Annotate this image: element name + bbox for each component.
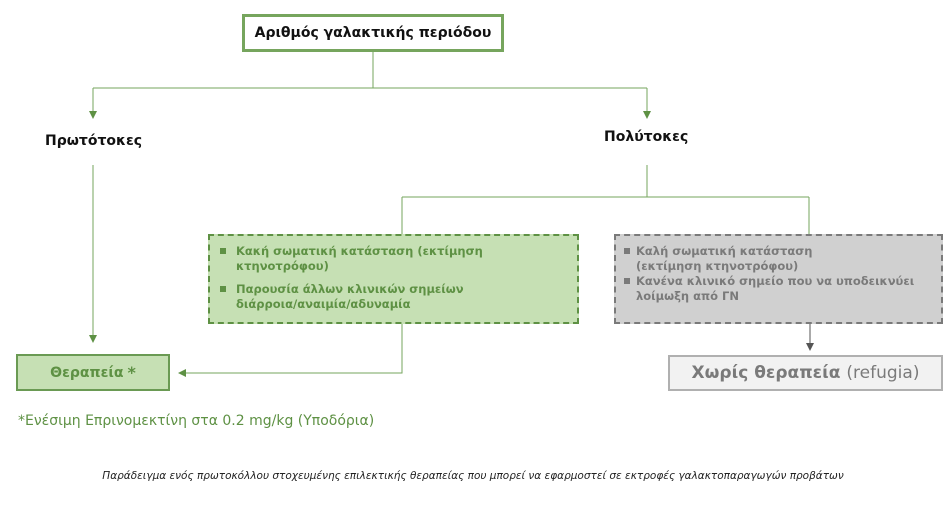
root-connectors <box>93 52 647 118</box>
treat-criterion-text: Κακή σωματική κατάσταση (εκτίμηση κτηνοτρόφου) <box>236 244 483 273</box>
no-treat-criteria-box <box>614 234 943 324</box>
root-node-label: Αριθμός γαλακτικής περιόδου <box>254 25 492 41</box>
therapy-label: Θεραπεία <box>50 364 124 381</box>
refugia-note: (refugia) <box>846 363 920 383</box>
arrow-criteria-to-therapy <box>179 324 402 373</box>
square-bullet-icon <box>624 278 630 284</box>
square-bullet-icon <box>624 248 630 254</box>
no-treat-criterion-text: Καλή σωματική κατάσταση (εκτίμηση κτηνοτρόφου) <box>636 244 813 273</box>
multiparous-label: Πολύτοκες <box>604 129 689 145</box>
primiparous-label: Πρωτότοκες <box>45 133 143 149</box>
footnote: *Ενέσιμη Επρινομεκτίνη στα 0.2 mg/kg (Υποδόρια) <box>18 413 375 429</box>
no-treat-criterion-row <box>624 274 933 304</box>
no-therapy-outcome-box <box>668 355 943 391</box>
no-treat-criterion-text: Κανένα κλινικό σημείο που να υποδεικνύει λοίμωξη από ΓΝ <box>636 274 915 303</box>
no-therapy-label: Χωρίς θεραπεία <box>691 363 841 383</box>
therapy-outcome-box <box>16 354 170 391</box>
treat-criterion-row <box>220 282 567 312</box>
treat-criterion-text: Παρουσία άλλων κλινικών σημείων διάρροια/αναιμία/αδυναμία <box>236 282 464 311</box>
square-bullet-icon <box>220 248 226 254</box>
treat-criteria-box <box>208 234 579 324</box>
no-treat-criterion-row <box>624 244 933 274</box>
multiparous-connectors <box>402 165 809 234</box>
treat-criterion-row <box>220 244 567 274</box>
square-bullet-icon <box>220 286 226 292</box>
therapy-footnote-mark: * <box>127 363 136 382</box>
root-node-box <box>242 14 504 52</box>
figure-caption: Παράδειγμα ενός πρωτοκόλλου στοχευμένης επιλεκτικής θεραπείας που μπορεί να εφαρμοστεί σε εκτροφές γαλακτοπαραγωγών προβάτων <box>102 470 844 482</box>
